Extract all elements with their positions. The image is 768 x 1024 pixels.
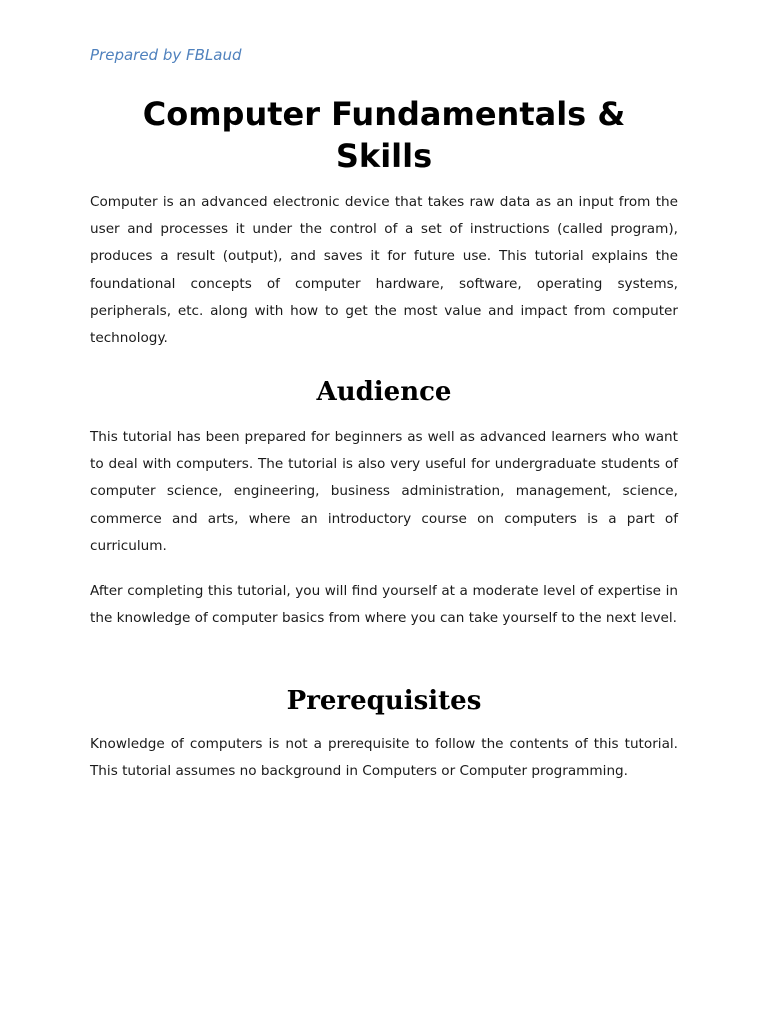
- prerequisites-heading: Prerequisites: [286, 686, 482, 716]
- document-title: Computer Fundamentals & Skills: [142, 95, 626, 175]
- audience-heading: Audience: [316, 377, 452, 407]
- intro-paragraph: Computer is an advanced electronic device that takes raw data as an input from the user and processes it under the control of a set of instructions (called program), produces a result (output), and saves it for future use. This tutorial explains the foundational concepts of computer hardware, software, operating systems, peripherals, etc. along with how to get the most value and impact from computer technology.: [90, 194, 678, 347]
- audience-paragraph-1: This tutorial has been prepared for beginners as well as advanced learners who want to deal with computers. The tutorial is also very useful for undergraduate students of computer science, engineering, business administration, management, science, commerce and arts, where an introductory course on computers is a part of curriculum.: [90, 429, 678, 554]
- prepared-by-label: Prepared by FBLaud: [90, 46, 242, 64]
- audience-paragraph-2: After completing this tutorial, you will find yourself at a moderate level of expertise in the knowledge of computer basics from where you can take yourself to the next level.: [90, 583, 678, 627]
- prerequisites-paragraph: Knowledge of computers is not a prerequisite to follow the contents of this tutorial. This tutorial assumes no background in Computers or Computer programming.: [90, 736, 678, 780]
